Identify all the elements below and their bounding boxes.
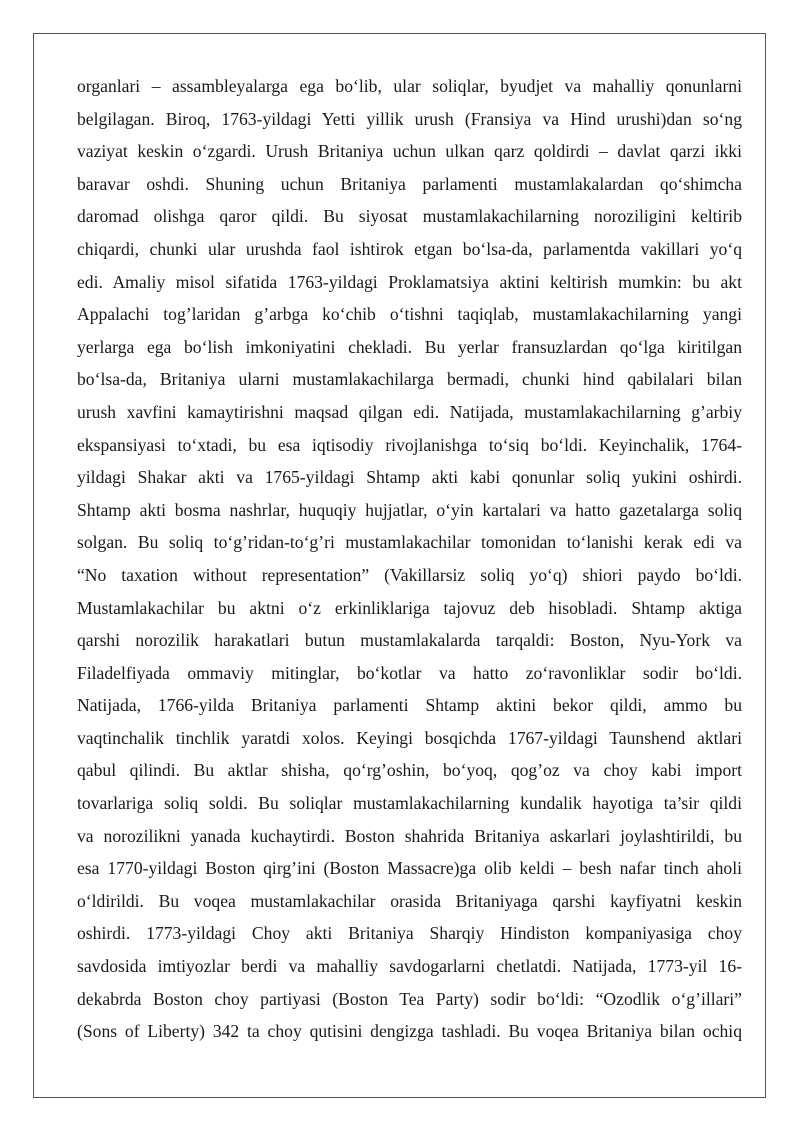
text-line: edi. Amaliy misol sifatida 1763-yildagi Proklamatsiya aktini keltirish mumkin: bu akt (77, 271, 742, 292)
text-line: oshirdi. 1773-yildagi Choy akti Britaniya Sharqiy Hindiston kompaniyasiga choy (77, 923, 742, 944)
text-line: vaziyat keskin o‘zgardi. Urush Britaniya uchun ulkan qarz qoldirdi – davlat qarzi ikki (77, 141, 742, 162)
text-line: Shtamp akti bosma nashrlar, huquqiy hujjatlar, o‘yin kartalari va hatto gazetalarga soliq (77, 499, 742, 520)
text-line: belgilagan. Biroq, 1763-yildagi Yetti yillik urush (Fransiya va Hind urushi)dan so‘ng (77, 108, 742, 129)
text-line: daromad olishga qaror qildi. Bu siyosat mustamlakachilarning noroziligini keltirib (77, 206, 742, 227)
text-line: baravar oshdi. Shuning uchun Britaniya parlamenti mustamlakalardan qo‘shimcha (77, 173, 742, 194)
text-line: vaqtinchalik tinchlik yaratdi xolos. Keyingi bosqichda 1767-yildagi Taunshend aktlari (77, 727, 742, 748)
text-line: chiqardi, chunki ular urushda faol ishtirok etgan bo‘lsa-da, parlamentda vakillari yo‘q (77, 238, 742, 259)
text-line: “No taxation without representation” (Vakillarsiz soliq yo‘q) shiori paydo bo‘ldi. (77, 564, 742, 585)
body-text (77, 70, 742, 1048)
text-line: (Sons of Liberty) 342 ta choy qutisini dengizga tashladi. Bu voqea Britaniya bilan ochiq (77, 1021, 742, 1042)
text-line: bo‘lsa-da, Britaniya ularni mustamlakachilarga bermadi, chunki hind qabilalari bilan (77, 369, 742, 390)
text-line: Appalachi tog’laridan g’arbga ko‘chib o‘tishni taqiqlab, mustamlakachilarning yangi (77, 304, 742, 325)
text-line: ekspansiyasi to‘xtadi, bu esa iqtisodiy rivojlanishga to‘siq bo‘ldi. Keyinchalik, 1764- (77, 434, 742, 455)
text-line: yildagi Shakar akti va 1765-yildagi Shtamp akti kabi qonunlar soliq yukini oshirdi. (77, 467, 742, 488)
text-line: yerlarga ega bo‘lish imkoniyatini chekladi. Bu yerlar fransuzlardan qo‘lga kiritilgan (77, 336, 742, 357)
text-line: savdosida imtiyozlar berdi va mahalliy savdogarlarni chetlatdi. Natijada, 1773-yil 16- (77, 956, 742, 977)
text-line: Filadelfiyada ommaviy mitinglar, bo‘kotlar va hatto zo‘ravonliklar sodir bo‘ldi. (77, 662, 742, 683)
text-line: o‘ldirildi. Bu voqea mustamlakachilar orasida Britaniyaga qarshi kayfiyatni keskin (77, 890, 742, 911)
text-line: urush xavfini kamaytirishni maqsad qilgan edi. Natijada, mustamlakachilarning g’arbiy (77, 401, 742, 422)
text-line: tovarlariga soliq soldi. Bu soliqlar mustamlakachilarning kundalik hayotiga ta’sir qildi (77, 793, 742, 814)
text-line: dekabrda Boston choy partiyasi (Boston Tea Party) sodir bo‘ldi: “Ozodlik o‘g’illari” (77, 988, 742, 1009)
text-line: Mustamlakachilar bu aktni o‘z erkinliklariga tajovuz deb hisobladi. Shtamp aktiga (77, 597, 742, 618)
text-line: qabul qilindi. Bu aktlar shisha, qo‘rg’oshin, bo‘yoq, qog’oz va choy kabi import (77, 760, 742, 781)
text-line: organlari – assambleyalarga ega bo‘lib, ular soliqlar, byudjet va mahalliy qonunlarni (77, 76, 742, 96)
text-line: qarshi norozilik harakatlari butun mustamlakalarda tarqaldi: Boston, Nyu-York va (77, 630, 742, 651)
text-line: Natijada, 1766-yilda Britaniya parlamenti Shtamp aktini bekor qildi, ammo bu (77, 695, 742, 716)
text-line: solgan. Bu soliq to‘g’ridan-to‘g’ri mustamlakachilar tomonidan to‘lanishi kerak edi va (77, 532, 742, 553)
text-line: va norozilikni yanada kuchaytirdi. Boston shahrida Britaniya askarlari joylashtirildi, bu (77, 825, 742, 846)
text-line: esa 1770-yildagi Boston qirg’ini (Boston Massacre)ga olib keldi – besh nafar tinch aholi (77, 858, 742, 879)
